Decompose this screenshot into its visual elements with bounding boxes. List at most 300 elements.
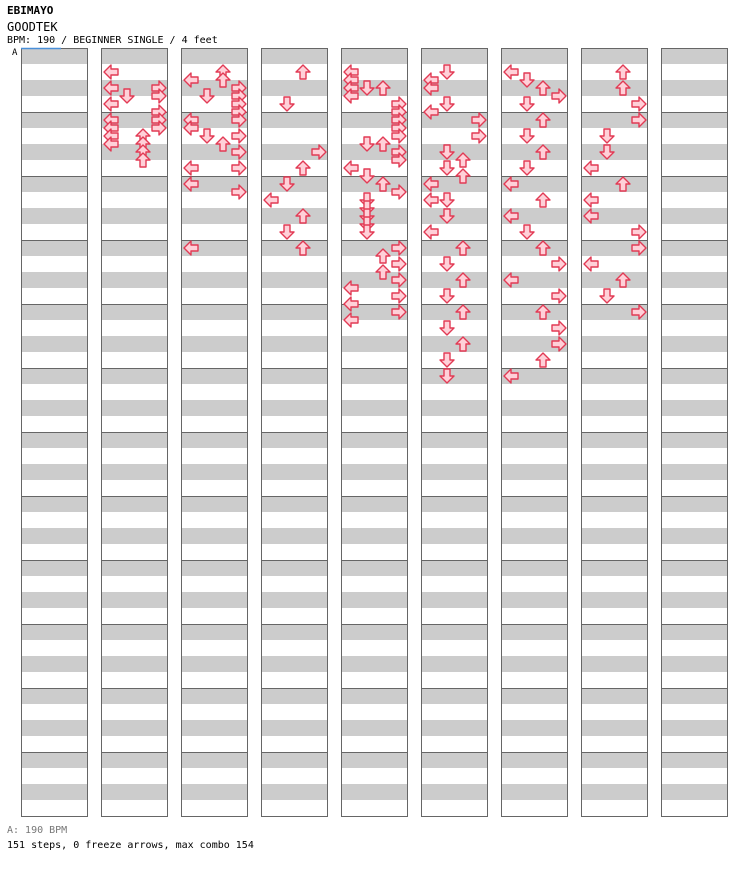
beat-stripe (181, 608, 248, 624)
beat-stripe (341, 464, 408, 480)
beat-stripe (101, 496, 168, 512)
beat-stripe (101, 752, 168, 768)
beat-stripe (101, 160, 168, 176)
beat-stripe (21, 304, 88, 320)
beat-stripe (341, 528, 408, 544)
beat-stripe (661, 96, 728, 112)
beat-stripe (341, 720, 408, 736)
beat-stripe (661, 176, 728, 192)
beat-stripe (581, 592, 648, 608)
beat-stripe (101, 592, 168, 608)
beat-stripe (261, 160, 328, 176)
beat-stripe (501, 352, 568, 368)
beat-stripe (661, 480, 728, 496)
beat-stripe (661, 208, 728, 224)
beat-stripe (21, 336, 88, 352)
beat-stripe (661, 528, 728, 544)
beat-stripe (661, 112, 728, 128)
chart-column (421, 48, 488, 817)
beat-stripe (261, 240, 328, 256)
beat-stripe (21, 272, 88, 288)
beat-stripe (661, 512, 728, 528)
beat-stripe (261, 688, 328, 704)
artist-name: EBIMAYO (7, 4, 54, 17)
beat-stripe (21, 544, 88, 560)
beat-stripe (261, 368, 328, 384)
beat-stripe (341, 608, 408, 624)
beat-stripe (341, 384, 408, 400)
beat-stripe (661, 368, 728, 384)
beat-stripe (661, 48, 728, 64)
beat-stripe (101, 688, 168, 704)
beat-stripe (21, 400, 88, 416)
beat-stripe (101, 400, 168, 416)
beat-stripe (661, 800, 728, 816)
beat-stripe (501, 608, 568, 624)
beat-stripe (261, 720, 328, 736)
beat-stripe (21, 352, 88, 368)
beat-stripe (421, 448, 488, 464)
beat-stripe (661, 192, 728, 208)
beat-stripe (581, 80, 648, 96)
beat-stripe (21, 592, 88, 608)
beat-stripe (581, 560, 648, 576)
beat-stripe (661, 784, 728, 800)
chart-column (101, 48, 168, 817)
beat-stripe (181, 672, 248, 688)
beat-stripe (661, 336, 728, 352)
beat-stripe (21, 688, 88, 704)
beat-stripe (661, 384, 728, 400)
beat-stripe (261, 320, 328, 336)
beat-stripe (181, 688, 248, 704)
beat-stripe (581, 416, 648, 432)
beat-stripe (261, 592, 328, 608)
beat-stripe (421, 736, 488, 752)
beat-stripe (181, 800, 248, 816)
beat-stripe (21, 560, 88, 576)
beat-stripe (181, 752, 248, 768)
beat-stripe (421, 512, 488, 528)
beat-stripe (181, 48, 248, 64)
beat-stripe (101, 240, 168, 256)
beat-stripe (341, 48, 408, 64)
beat-stripe (21, 368, 88, 384)
beat-stripe (581, 464, 648, 480)
beat-stripe (101, 480, 168, 496)
beat-stripe (501, 640, 568, 656)
beat-stripe (181, 656, 248, 672)
beat-stripe (181, 640, 248, 656)
beat-stripe (21, 800, 88, 816)
beat-stripe (21, 192, 88, 208)
beat-stripe (661, 320, 728, 336)
beat-stripe (261, 704, 328, 720)
beat-stripe (181, 624, 248, 640)
beat-stripe (581, 672, 648, 688)
beat-stripe (661, 80, 728, 96)
beat-stripe (661, 224, 728, 240)
beat-stripe (421, 560, 488, 576)
beat-stripe (581, 448, 648, 464)
beat-stripe (21, 448, 88, 464)
beat-stripe (181, 576, 248, 592)
beat-stripe (581, 576, 648, 592)
beat-stripe (421, 752, 488, 768)
beat-stripe (581, 48, 648, 64)
beat-stripe (661, 416, 728, 432)
beat-stripe (261, 672, 328, 688)
beat-stripe (581, 272, 648, 288)
beat-stripe (261, 352, 328, 368)
beat-stripe (261, 80, 328, 96)
bpm-legend: A: 190 BPM (7, 825, 68, 836)
beat-stripe (21, 640, 88, 656)
beat-stripe (661, 448, 728, 464)
beat-stripe (341, 688, 408, 704)
beat-stripe (21, 432, 88, 448)
beat-stripe (581, 800, 648, 816)
beat-stripe (341, 416, 408, 432)
beat-stripe (501, 496, 568, 512)
beat-stripe (501, 800, 568, 816)
beat-stripe (581, 544, 648, 560)
beat-stripe (101, 512, 168, 528)
beat-stripe (261, 128, 328, 144)
beat-stripe (101, 784, 168, 800)
beat-stripe (581, 176, 648, 192)
beat-stripe (341, 624, 408, 640)
beat-stripe (21, 160, 88, 176)
beat-stripe (261, 624, 328, 640)
beat-stripe (341, 448, 408, 464)
beat-stripe (661, 352, 728, 368)
beat-stripe (21, 256, 88, 272)
beat-stripe (421, 480, 488, 496)
beat-stripe (661, 592, 728, 608)
beat-stripe (181, 560, 248, 576)
beat-stripe (501, 672, 568, 688)
beat-stripe (181, 416, 248, 432)
beat-stripe (21, 320, 88, 336)
beat-stripe (21, 736, 88, 752)
beat-stripe (581, 432, 648, 448)
beat-stripe (101, 464, 168, 480)
beat-stripe (101, 736, 168, 752)
beat-stripe (181, 512, 248, 528)
beat-stripe (21, 656, 88, 672)
beat-stripe (341, 752, 408, 768)
beat-stripe (421, 768, 488, 784)
beat-stripe (341, 800, 408, 816)
beat-stripe (261, 528, 328, 544)
beat-stripe (501, 560, 568, 576)
beat-stripe (661, 544, 728, 560)
beat-stripe (101, 224, 168, 240)
beat-stripe (421, 688, 488, 704)
beat-stripe (421, 784, 488, 800)
beat-stripe (581, 624, 648, 640)
beat-stripe (261, 336, 328, 352)
beat-stripe (261, 448, 328, 464)
beat-stripe (21, 416, 88, 432)
beat-stripe (261, 608, 328, 624)
beat-stripe (21, 64, 88, 80)
beat-stripe (421, 432, 488, 448)
beat-stripe (501, 240, 568, 256)
beat-stripe (21, 528, 88, 544)
beat-stripe (661, 496, 728, 512)
beat-stripe (341, 576, 408, 592)
beat-stripe (101, 352, 168, 368)
beat-stripe (21, 112, 88, 128)
beat-stripe (581, 320, 648, 336)
beat-stripe (101, 272, 168, 288)
beat-stripe (101, 640, 168, 656)
beat-stripe (501, 784, 568, 800)
beat-stripe (501, 752, 568, 768)
beat-stripe (661, 672, 728, 688)
beat-stripe (101, 656, 168, 672)
beat-stripe (341, 640, 408, 656)
beat-stripe (421, 496, 488, 512)
beat-stripe (181, 320, 248, 336)
beat-stripe (181, 592, 248, 608)
beat-stripe (581, 384, 648, 400)
beat-stripe (341, 512, 408, 528)
beat-stripe (261, 784, 328, 800)
beat-stripe (661, 64, 728, 80)
beat-stripe (421, 400, 488, 416)
beat-stripe (21, 480, 88, 496)
beat-stripe (581, 336, 648, 352)
beat-stripe (661, 240, 728, 256)
beat-stripe (421, 624, 488, 640)
beat-stripe (501, 432, 568, 448)
beat-stripe (21, 208, 88, 224)
beat-stripe (661, 432, 728, 448)
beat-stripe (261, 736, 328, 752)
beat-stripe (21, 576, 88, 592)
beat-stripe (181, 288, 248, 304)
beat-stripe (181, 304, 248, 320)
beat-stripe (421, 656, 488, 672)
beat-stripe (581, 752, 648, 768)
beat-stripe (101, 528, 168, 544)
beat-stripe (341, 432, 408, 448)
beat-stripe (421, 592, 488, 608)
beat-stripe (21, 608, 88, 624)
beat-stripe (261, 64, 328, 80)
beat-stripe (181, 448, 248, 464)
beat-stripe (181, 368, 248, 384)
beat-stripe (21, 672, 88, 688)
beat-stripe (101, 624, 168, 640)
beat-stripe (501, 528, 568, 544)
beat-stripe (101, 672, 168, 688)
beat-stripe (21, 48, 88, 64)
beat-stripe (501, 480, 568, 496)
beat-stripe (661, 752, 728, 768)
beat-stripe (341, 368, 408, 384)
beat-stripe (261, 416, 328, 432)
beat-stripe (181, 256, 248, 272)
beat-stripe (21, 384, 88, 400)
beat-stripe (21, 176, 88, 192)
chart-column (661, 48, 728, 817)
beat-stripe (21, 784, 88, 800)
beat-stripe (661, 736, 728, 752)
beat-stripe (421, 800, 488, 816)
beat-stripe (261, 288, 328, 304)
beat-stripe (261, 512, 328, 528)
beat-stripe (341, 400, 408, 416)
beat-stripe (661, 576, 728, 592)
beat-stripe (261, 432, 328, 448)
beat-stripe (261, 768, 328, 784)
beat-stripe (581, 768, 648, 784)
beat-stripe (101, 608, 168, 624)
beat-stripe (341, 592, 408, 608)
beat-stripe (261, 480, 328, 496)
beat-stripe (421, 704, 488, 720)
beat-stripe (261, 112, 328, 128)
beat-stripe (101, 800, 168, 816)
beat-stripe (181, 720, 248, 736)
beat-stripe (21, 288, 88, 304)
beat-stripe (581, 736, 648, 752)
beat-stripe (261, 464, 328, 480)
beat-stripe (341, 496, 408, 512)
beat-stripe (421, 336, 488, 352)
beat-stripe (21, 704, 88, 720)
beat-stripe (501, 144, 568, 160)
beat-stripe (261, 640, 328, 656)
beat-stripe (101, 560, 168, 576)
beat-stripe (501, 688, 568, 704)
beat-stripe (661, 768, 728, 784)
beat-stripe (421, 48, 488, 64)
beat-stripe (341, 544, 408, 560)
beat-stripe (581, 64, 648, 80)
beat-stripe (181, 272, 248, 288)
beat-stripe (181, 704, 248, 720)
chart-column (21, 48, 88, 817)
beat-stripe (341, 784, 408, 800)
beat-stripe (101, 448, 168, 464)
beat-stripe (661, 288, 728, 304)
beat-stripe (501, 448, 568, 464)
beat-stripe (661, 640, 728, 656)
chart-column (261, 48, 328, 817)
beat-stripe (181, 784, 248, 800)
chart-column (501, 48, 568, 817)
beat-stripe (661, 304, 728, 320)
beat-stripe (181, 768, 248, 784)
beat-stripe (101, 176, 168, 192)
beat-stripe (581, 528, 648, 544)
beat-stripe (101, 576, 168, 592)
beat-stripe (181, 384, 248, 400)
beat-stripe (341, 736, 408, 752)
beat-stripe (101, 336, 168, 352)
beat-stripe (581, 784, 648, 800)
beat-stripe (421, 416, 488, 432)
beat-stripe (501, 48, 568, 64)
beat-stripe (581, 704, 648, 720)
beat-stripe (421, 544, 488, 560)
beat-stripe (21, 96, 88, 112)
beat-stripe (501, 704, 568, 720)
beat-stripe (501, 464, 568, 480)
beat-stripe (21, 128, 88, 144)
beat-stripe (341, 352, 408, 368)
beat-stripe (21, 720, 88, 736)
beat-stripe (181, 528, 248, 544)
beat-stripe (261, 208, 328, 224)
beat-stripe (101, 432, 168, 448)
beat-stripe (501, 720, 568, 736)
beat-stripe (501, 112, 568, 128)
beat-stripe (261, 272, 328, 288)
beat-stripe (261, 544, 328, 560)
beat-stripe (101, 368, 168, 384)
beat-stripe (101, 48, 168, 64)
beat-stripe (501, 544, 568, 560)
timing-marker: A (12, 48, 18, 58)
beat-stripe (261, 256, 328, 272)
beat-stripe (261, 800, 328, 816)
beat-stripe (661, 128, 728, 144)
beat-stripe (501, 592, 568, 608)
beat-stripe (581, 720, 648, 736)
beat-stripe (101, 256, 168, 272)
beat-stripe (501, 416, 568, 432)
beat-stripe (421, 672, 488, 688)
beat-stripe (101, 544, 168, 560)
beat-stripe (581, 640, 648, 656)
beat-stripe (341, 704, 408, 720)
beat-stripe (501, 512, 568, 528)
beat-stripe (661, 608, 728, 624)
beat-stripe (421, 640, 488, 656)
beat-stripe (501, 768, 568, 784)
beat-stripe (21, 752, 88, 768)
beat-stripe (21, 240, 88, 256)
beat-stripe (581, 368, 648, 384)
beat-stripe (501, 736, 568, 752)
beat-stripe (421, 528, 488, 544)
beat-stripe (581, 352, 648, 368)
beat-stripe (101, 288, 168, 304)
beat-stripe (661, 560, 728, 576)
beat-stripe (21, 768, 88, 784)
beat-stripe (341, 672, 408, 688)
beat-stripe (661, 688, 728, 704)
beat-stripe (101, 208, 168, 224)
beat-stripe (261, 752, 328, 768)
beat-stripe (661, 400, 728, 416)
beat-stripe (261, 560, 328, 576)
beat-stripe (101, 320, 168, 336)
beat-stripe (21, 144, 88, 160)
beat-stripe (421, 720, 488, 736)
beat-stripe (261, 576, 328, 592)
beat-stripe (341, 336, 408, 352)
beat-stripe (661, 624, 728, 640)
beat-stripe (501, 624, 568, 640)
beat-stripe (501, 192, 568, 208)
